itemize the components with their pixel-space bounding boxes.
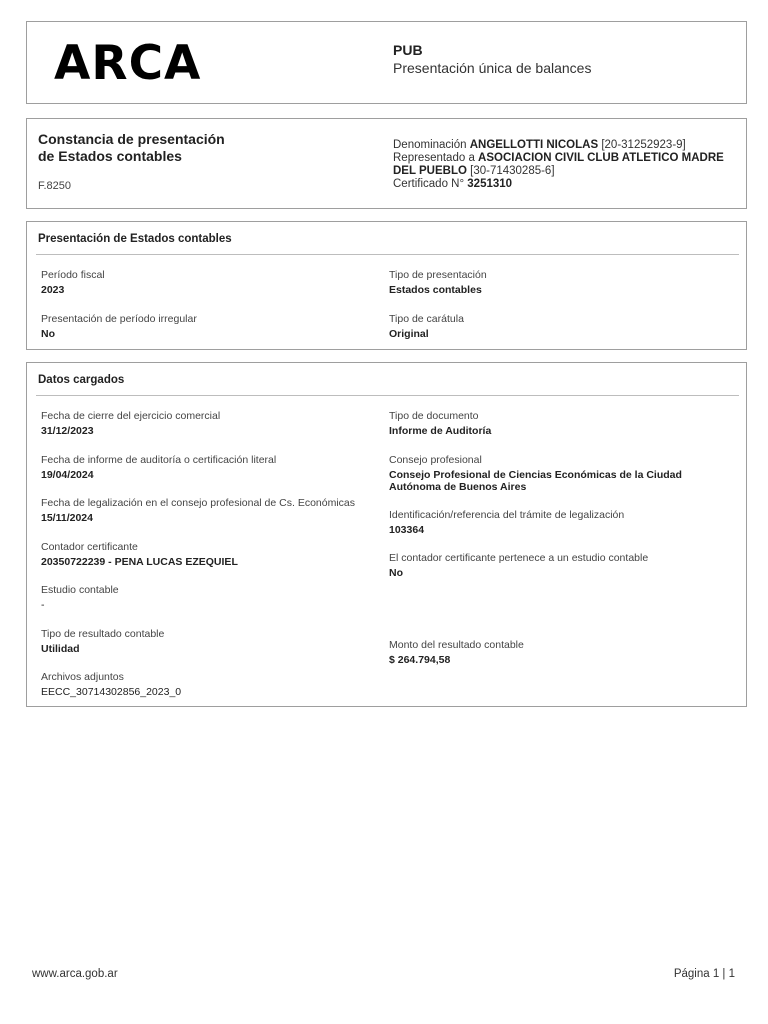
presentacion-section: [26, 221, 747, 350]
constancia-title: Constancia de presentación de Estados contables: [38, 131, 225, 164]
field-tipo-documento: Tipo de documento Informe de Auditoría: [389, 410, 492, 437]
representado-cuit: [30-71430285-6]: [470, 165, 555, 177]
footer-page-number: Página 1 | 1: [673, 968, 735, 980]
arca-logo: ARCA: [54, 36, 202, 91]
field-tipo-resultado: Tipo de resultado contable Utilidad: [41, 628, 165, 655]
field-archivos-adjuntos: Archivos adjuntos EECC_30714302856_2023_0: [41, 671, 381, 698]
section-divider: [36, 254, 739, 255]
field-periodo-fiscal: Período fiscal 2023: [41, 269, 105, 296]
field-pertenece-estudio: El contador certificante pertenece a un estudio contable No: [389, 552, 649, 579]
certificado-line: Certificado N° 3251310: [393, 178, 513, 190]
field-estudio-contable: Estudio contable -: [41, 584, 119, 611]
header-description: Presentación única de balances: [393, 60, 592, 76]
denominacion-line: Denominación ANGELLOTTI NICOLAS [20-31252923-9]: [393, 139, 686, 151]
section-divider: [36, 395, 739, 396]
datos-cargados-section: [26, 362, 747, 707]
field-fecha-informe: Fecha de informe de auditoría o certificación literal 19/04/2024: [41, 454, 277, 481]
attachment-filename: EECC_30714302856_2023_0: [41, 686, 182, 698]
field-fecha-legalizacion: Fecha de legalización en el consejo profesional de Cs. Económicas 15/11/2024: [41, 497, 356, 524]
header-box: [26, 21, 747, 104]
field-monto-resultado: Monto del resultado contable $ 264.794,58: [389, 639, 524, 666]
representado-name: ASOCIACION CIVIL CLUB ATLETICO MADRE DEL PUEBLO: [393, 152, 724, 177]
form-code: F.8250: [38, 180, 72, 192]
field-tipo-caratula: Tipo de carátula Original: [389, 313, 464, 340]
footer-website: www.arca.gob.ar: [32, 968, 118, 980]
denominacion-name: ANGELLOTTI NICOLAS: [469, 139, 599, 151]
section-title: Presentación de Estados contables: [38, 233, 232, 245]
representado-line: Representado a ASOCIACION CIVIL CLUB ATLETICO MADRE DEL PUEBLO [30-71430285-6]: [393, 152, 724, 177]
field-consejo-profesional: Consejo profesional Consejo Profesional de Ciencias Económicas de la Ciudad Autónoma de Buenos Aires: [389, 454, 682, 493]
field-fecha-cierre: Fecha de cierre del ejercicio comercial 31/12/2023: [41, 410, 221, 437]
field-contador-certificante: Contador certificante 20350722239 - PENA LUCAS EZEQUIEL: [41, 541, 238, 568]
field-tipo-presentacion: Tipo de presentación Estados contables: [389, 269, 487, 296]
header-code: PUB: [393, 42, 423, 58]
taxpayer-info: [393, 139, 743, 191]
denominacion-cuit: [20-31252923-9]: [601, 139, 686, 151]
section-title: Datos cargados: [38, 374, 125, 386]
certificado-number: 3251310: [467, 178, 513, 190]
constancia-box: [26, 118, 747, 209]
field-periodo-irregular: Presentación de período irregular No: [41, 313, 197, 340]
field-identificacion-tramite: Identificación/referencia del trámite de legalización 103364: [389, 509, 625, 536]
